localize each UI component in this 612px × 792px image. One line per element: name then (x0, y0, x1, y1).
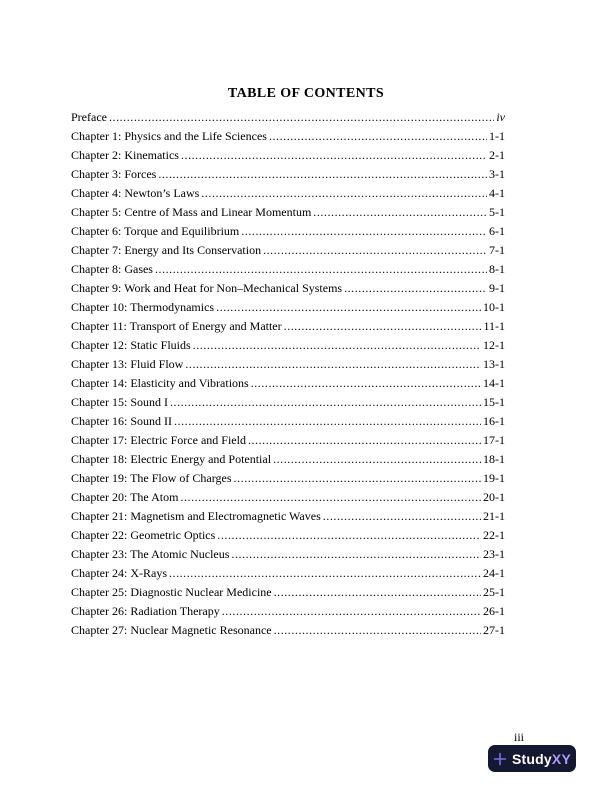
toc-entry-label: Chapter 22: Geometric Optics (71, 528, 216, 542)
toc-entry-label: Chapter 4: Newton’s Laws (71, 186, 200, 200)
toc-entry-label: Chapter 6: Torque and Equilibrium (71, 224, 240, 238)
toc-entry (71, 222, 505, 241)
dot-leader (323, 507, 481, 526)
toc-entry-page: 10-1 (483, 300, 505, 314)
toc-entry (71, 127, 505, 146)
dot-leader (180, 488, 481, 507)
dot-leader (241, 222, 487, 241)
toc-list (71, 108, 505, 640)
dot-leader (248, 431, 481, 450)
toc-entry-page: 17-1 (483, 433, 505, 447)
toc-entry-label: Chapter 2: Kinematics (71, 148, 179, 162)
toc-entry (71, 526, 505, 545)
dot-leader (251, 374, 481, 393)
studyxy-logo (488, 745, 576, 772)
dot-leader (269, 127, 487, 146)
dot-leader (155, 260, 487, 279)
toc-entry-label: Chapter 15: Sound I (71, 395, 168, 409)
dot-leader (174, 412, 481, 431)
toc-entry-page: 19-1 (483, 471, 505, 485)
toc-entry (71, 336, 505, 355)
toc-entry-label: Chapter 17: Electric Force and Field (71, 433, 246, 447)
toc-entry-label: Chapter 1: Physics and the Life Sciences (71, 129, 267, 143)
toc-entry (71, 165, 505, 184)
toc-entry-label: Chapter 7: Energy and Its Conservation (71, 243, 262, 257)
dot-leader (273, 450, 481, 469)
toc-entry-label: Chapter 18: Electric Energy and Potential (71, 452, 272, 466)
toc-entry-page: 4-1 (489, 186, 505, 200)
toc-entry-page: 14-1 (483, 376, 505, 390)
page-number: iii (513, 730, 524, 744)
toc-entry-page: 9-1 (489, 281, 505, 295)
toc-entry-page: 23-1 (483, 547, 505, 561)
toc-entry-label: Chapter 26: Radiation Therapy (71, 604, 220, 618)
toc-entry-label: Chapter 24: X-Rays (71, 566, 167, 580)
toc-entry (71, 621, 505, 640)
toc-entry (71, 583, 505, 602)
dot-leader (263, 241, 487, 260)
toc-entry-label: Chapter 12: Static Fluids (71, 338, 191, 352)
toc-entry (71, 393, 505, 412)
toc-entry (71, 450, 505, 469)
dot-leader (217, 526, 481, 545)
dot-leader (158, 165, 487, 184)
brand-name-accent: XY (551, 750, 571, 767)
toc-entry-label: Chapter 9: Work and Heat for Non–Mechanical Systems (71, 281, 343, 295)
toc-entry-page: 22-1 (483, 528, 505, 542)
toc-entry-label: Chapter 14: Elasticity and Vibrations (71, 376, 249, 390)
toc-entry-page: 12-1 (483, 338, 505, 352)
toc-entry-page: 2-1 (489, 148, 505, 162)
toc-entry-label: Chapter 25: Diagnostic Nuclear Medicine (71, 585, 272, 599)
toc-entry-label: Chapter 8: Gases (71, 262, 153, 276)
page-title: TABLE OF CONTENTS (227, 86, 385, 101)
toc-entry (71, 507, 505, 526)
toc-entry (71, 355, 505, 374)
toc-entry-label: Chapter 13: Fluid Flow (71, 357, 184, 371)
toc-entry-label: Chapter 5: Centre of Mass and Linear Momentum (71, 205, 312, 219)
toc-entry (71, 108, 505, 127)
dot-leader (284, 317, 482, 336)
toc-entry-page: 24-1 (483, 566, 505, 580)
toc-entry-page: 27-1 (483, 623, 505, 637)
toc-entry-page: iv (496, 110, 505, 124)
toc-entry-page: 25-1 (483, 585, 505, 599)
toc-entry-page: 20-1 (483, 490, 505, 504)
dot-leader (185, 355, 481, 374)
dot-leader (274, 621, 481, 640)
toc-entry (71, 279, 505, 298)
toc-entry (71, 412, 505, 431)
toc-entry (71, 241, 505, 260)
dot-leader (181, 146, 487, 165)
toc-entry (71, 374, 505, 393)
toc-entry-page: 21-1 (483, 509, 505, 523)
toc-entry-page: 1-1 (489, 129, 505, 143)
toc-entry (71, 469, 505, 488)
toc-entry-page: 8-1 (489, 262, 505, 276)
dot-leader (231, 545, 481, 564)
toc-entry-page: 5-1 (489, 205, 505, 219)
toc-entry-page: 18-1 (483, 452, 505, 466)
toc-entry-label: Chapter 11: Transport of Energy and Matter (71, 319, 282, 333)
plus-icon (493, 752, 507, 766)
toc-entry (71, 602, 505, 621)
toc-entry (71, 203, 505, 222)
toc-entry (71, 545, 505, 564)
toc-entry-page: 11-1 (483, 319, 505, 333)
toc-entry (71, 146, 505, 165)
toc-entry-page: 6-1 (489, 224, 505, 238)
toc-entry-label: Chapter 20: The Atom (71, 490, 179, 504)
toc-entry (71, 488, 505, 507)
toc-entry (71, 317, 505, 336)
toc-entry (71, 564, 505, 583)
toc-entry-page: 7-1 (489, 243, 505, 257)
brand-name (512, 751, 571, 767)
toc-entry-page: 3-1 (489, 167, 505, 181)
dot-leader (109, 108, 494, 127)
toc-entry-page: 15-1 (483, 395, 505, 409)
toc-entry (71, 431, 505, 450)
toc-entry-label: Chapter 3: Forces (71, 167, 157, 181)
dot-leader (170, 393, 481, 412)
dot-leader (234, 469, 481, 488)
dot-leader (201, 184, 487, 203)
toc-entry-label: Chapter 27: Nuclear Magnetic Resonance (71, 623, 272, 637)
dot-leader (193, 336, 481, 355)
dot-leader (313, 203, 487, 222)
dot-leader (344, 279, 487, 298)
toc-entry-label: Chapter 16: Sound II (71, 414, 172, 428)
toc-entry-page: 13-1 (483, 357, 505, 371)
toc-entry-label: Chapter 23: The Atomic Nucleus (71, 547, 230, 561)
toc-entry-label: Preface (71, 110, 107, 124)
brand-name-primary: Study (512, 750, 552, 767)
toc-entry-label: Chapter 10: Thermodynamics (71, 300, 215, 314)
toc-entry (71, 184, 505, 203)
toc-entry-label: Chapter 21: Magnetism and Electromagnetic Waves (71, 509, 321, 523)
toc-entry-label: Chapter 19: The Flow of Charges (71, 471, 232, 485)
toc-entry-page: 16-1 (483, 414, 505, 428)
toc-entry-page: 26-1 (483, 604, 505, 618)
toc-entry (71, 298, 505, 317)
dot-leader (169, 564, 481, 583)
dot-leader (222, 602, 481, 621)
dot-leader (274, 583, 481, 602)
toc-entry (71, 260, 505, 279)
dot-leader (216, 298, 481, 317)
